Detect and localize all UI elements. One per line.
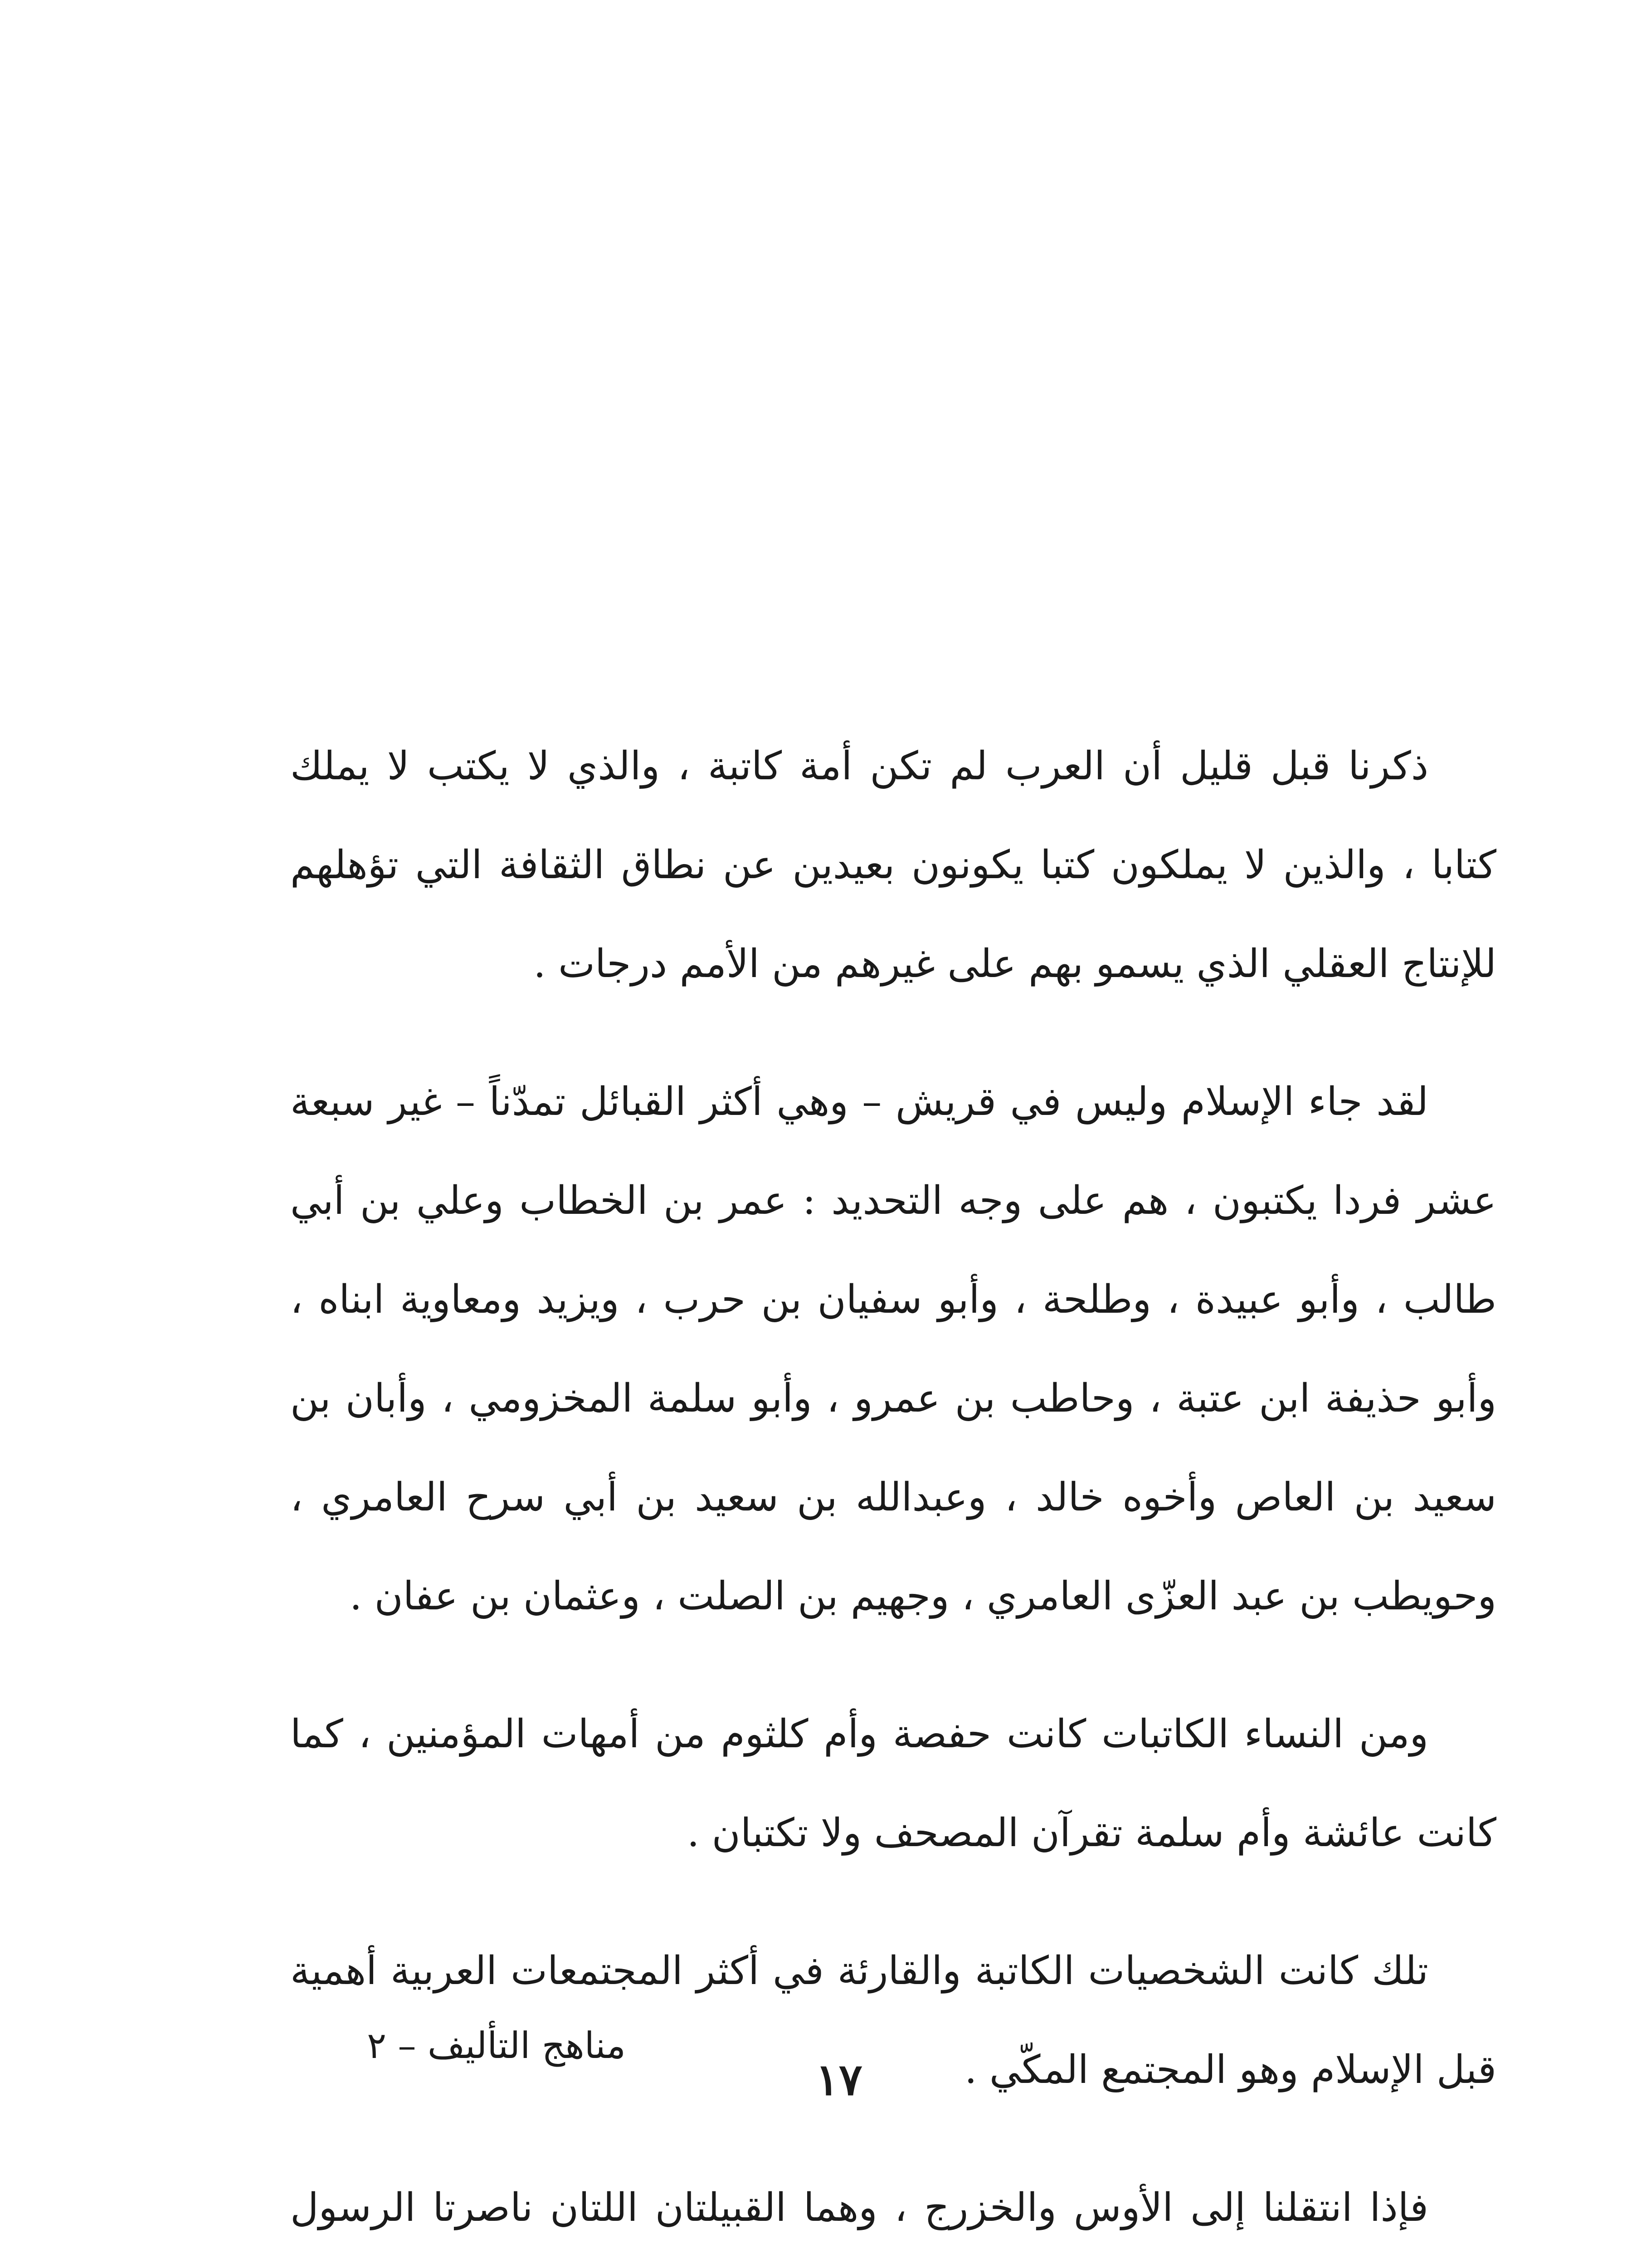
paragraph-3: ومن النساء الكاتبات كانت حفصة وأم كلثوم من أمهات المؤمنين ، كما كانت عائشة وأم سلمة تقرآن المصحف ولا تكتبان . (290, 1711, 1496, 1856)
paragraph-1: ذكرنا قبل قليل أن العرب لم تكن أمة كاتبة ، والذي لا يكتب لا يملك كتابا ، والذين لا يملكون كتبا يكونون بعيدين عن نطاق الثقافة التي تؤهلهم للإنتاج العقلي الذي يسمو بهم على غيرهم من الأمم درجات . (290, 743, 1496, 987)
signature-mark: مناهج التأليف – ٢ (367, 2024, 626, 2067)
paragraph-5: فإذا انتقلنا إلى الأوس والخزرج ، وهما القبيلتان اللتان ناصرتا الرسول (290, 2185, 1428, 2230)
page-number: ١٧ (815, 2054, 862, 2105)
paragraph-4: تلك كانت الشخصيات الكاتبة والقارئة في أكثر المجتمعات العربية أهمية قبل الإسلام وهو المجتمع المكّي . (290, 1948, 1496, 2092)
paragraph-2: لقد جاء الإسلام وليس في قريش – وهي أكثر القبائل تمدّناً – غير سبعة عشر فردا يكتبون ، هم على وجه التحديد : عمر بن الخطاب وعلي بن أبي طالب ، وأبو عبيدة ، وطلحة ، وأبو سفيان بن حرب ، ويزيد ومعاوية ابناه ، وأبو حذيفة ابن عتبة ، وحاطب بن عمرو ، وأبو سلمة المخزومي ، وأبان بن سعيد بن العاص وأخوه خالد ، وعبدالله بن سعيد بن أبي سرح العامري ، وحويطب بن عبد العزّى العامري ، وجهيم بن الصلت ، وعثمان بن عفان . (290, 1079, 1496, 1619)
